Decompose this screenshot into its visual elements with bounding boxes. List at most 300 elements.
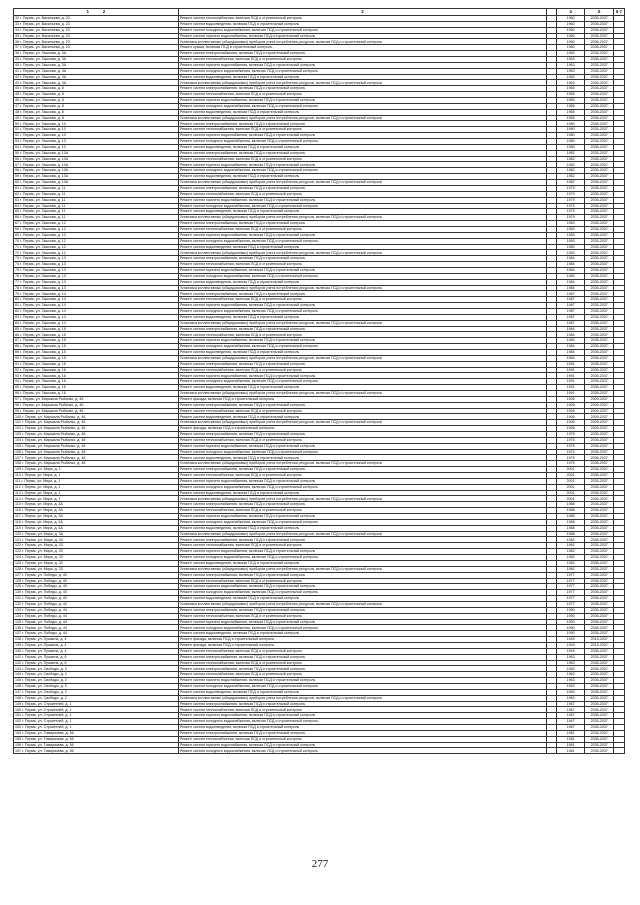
row-number: 67 (15, 221, 19, 226)
row-address-text: г. Пермь, ул. Свободы, д. 2 (22, 684, 67, 689)
row-work-type: Ремонт систем теплоснабжения, включая ПСД и строительный контроль (178, 508, 546, 514)
row-number: 38 (15, 51, 19, 56)
row-year: 1980 (556, 127, 585, 133)
row-work-type: Ремонт систем электроснабжения, включая ПСД и строительный контроль (178, 502, 546, 508)
row-work-type: Ремонт систем электроснабжения, включая ПСД и строительный контроль (178, 701, 546, 707)
row-year: 1977 (556, 572, 585, 578)
row-address-text: г. Пермь, ул. Маршала Рыбалко, д. 48 (22, 432, 86, 437)
row-period: 2035-2037 (585, 232, 614, 238)
row-work-type: Ремонт систем электроснабжения, включая ПСД и строительный контроль (178, 86, 546, 92)
row-work-type: Ремонт систем электроснабжения, включая ПСД и строительный контроль (178, 402, 546, 408)
header-col-4: 4 (556, 9, 585, 16)
row-work-type: Ремонт систем горячего водоснабжения, включая ПСД и строительный контроль (178, 338, 546, 344)
row-address-text: г. Пермь, ул. Маршала Рыбалко, д. 46 (22, 426, 86, 431)
row-number: 42 (15, 74, 19, 79)
row-year: 1988 (556, 502, 585, 508)
row-period: 2035-2037 (585, 45, 614, 51)
row-number: 36 (15, 39, 19, 44)
row-number: 37 (15, 45, 19, 50)
row-period: 2035-2037 (585, 185, 614, 191)
row-number: 112 (15, 484, 21, 489)
row-year: 1990 (556, 607, 585, 613)
row-work-type: Установка коллективных (общедомовых) приборов учета потребления ресурсов, включая ПСД и строительный контроль (178, 566, 546, 572)
row-address-text: г. Пермь, ул. Маршала Рыбалко, д. 46 (22, 420, 86, 425)
row-address-text: г. Пермь, ул. Гашкова, д. 15 (20, 332, 66, 337)
row-year: 1983 (556, 250, 585, 256)
row-work-type: Ремонт систем теплоснабжения, включая ПСД и строительный контроль (178, 736, 546, 742)
row-year: 1982 (556, 150, 585, 156)
row-work-type: Ремонт систем теплоснабжения, включая ПСД и строительный контроль (178, 408, 546, 414)
row-period: 2035-2037 (585, 115, 614, 121)
row-year: 1991 (556, 391, 585, 397)
row-number: 58 (15, 168, 19, 173)
row-work-type: Ремонт систем электроснабжения, включая ПСД и строительный контроль (178, 121, 546, 127)
row-number: 56 (15, 156, 19, 161)
row-period: 2035-2037 (585, 127, 614, 133)
row-year: 1988 (556, 514, 585, 520)
row-year: 1965 (556, 109, 585, 115)
row-year: 1982 (556, 180, 585, 186)
row-year: 1963 (556, 654, 585, 660)
row-period: 2035-2037 (585, 531, 614, 537)
row-work-type: Ремонт фасада, включая ПСД и строительный контроль (178, 637, 546, 643)
row-work-type: Ремонт систем холодного водоснабжения, включая ПСД и строительный контроль (178, 484, 546, 490)
row-work-type: Ремонт систем водоотведения, включая ПСД и строительный контроль (178, 560, 546, 566)
row-address-text: г. Пермь, ул. Гашкова, д. 8 (20, 86, 64, 91)
row-work-type: Ремонт систем электроснабжения, включая ПСД и строительный контроль (178, 572, 546, 578)
row-year: 1960 (556, 45, 585, 51)
row-period: 2035-2037 (585, 730, 614, 736)
row-number: 111 (15, 479, 21, 484)
row-work-type: Ремонт систем теплоснабжения, включая ПСД и строительный контроль (178, 57, 546, 63)
row-work-type: Ремонт фасада, включая ПСД и строительный контроль (178, 426, 546, 432)
row-work-type: Ремонт систем горячего водоснабжения, включая ПСД и строительный контроль (178, 303, 546, 309)
row-work-type: Ремонт систем теплоснабжения, включая ПСД и строительный контроль (178, 16, 546, 22)
row-year: 1979 (556, 203, 585, 209)
row-number: 149 (15, 701, 21, 706)
row-period: 2035-2037 (585, 109, 614, 115)
row-year: 1984 (556, 332, 585, 338)
row-year: 1967 (556, 724, 585, 730)
table-header (14, 9, 625, 16)
row-number: 54 (15, 145, 19, 150)
row-work-type: Установка коллективных (общедомовых) приборов учета потребления ресурсов, включая ПСД и строительный контроль (178, 695, 546, 701)
row-period: 2035-2037 (585, 461, 614, 467)
row-work-type: Ремонт систем электроснабжения, включая ПСД и строительный контроль (178, 221, 546, 227)
row-period: 2035-2037 (585, 508, 614, 514)
row-year: 1983 (556, 226, 585, 232)
row-number: 51 (15, 127, 19, 132)
row-number: 41 (15, 68, 19, 73)
row-address-text: г. Пермь, ул. Гашкова, д. 16 (20, 385, 66, 390)
row-number: 32 (15, 16, 19, 21)
row-address-text: г. Пермь, ул. Гашкова, д. 10А (20, 168, 69, 173)
row-year: 2001 (556, 490, 585, 496)
row-year: 1981 (556, 748, 585, 754)
row-number: 40 (15, 63, 19, 67)
row-address-text: г. Пермь, ул. Мира, д. 3А (21, 514, 63, 519)
row-period: 2035-2037 (585, 314, 614, 320)
row-work-type: Ремонт систем водоотведения, включая ПСД и строительный контроль (178, 689, 546, 695)
row-address-text: г. Пермь, ул. Гашкова, д. 12 (20, 232, 66, 237)
row-work-type: Ремонт систем горячего водоснабжения, включая ПСД и строительный контроль (178, 197, 546, 203)
row-period: 2009-2037 (585, 408, 614, 414)
row-number: 152 (15, 719, 21, 724)
row-period: 2009-2037 (585, 426, 614, 432)
row-work-type: Ремонт систем теплоснабжения, включая ПСД и строительный контроль (178, 578, 546, 584)
row-period: 2035-2037 (585, 654, 614, 660)
row-year: 1963 (556, 660, 585, 666)
row-address-text: г. Пермь, ул. Победы, д. 40 (22, 596, 67, 601)
row-year: 1982 (556, 560, 585, 566)
row-year: 1967 (556, 707, 585, 713)
row-address-text: г. Пермь, ул. Гашкова, д. 12 (20, 221, 66, 226)
row-number: 136 (15, 625, 21, 630)
row-period: 2035-2037 (585, 713, 614, 719)
row-work-type: Ремонт систем водоотведения, включая ПСД и строительный контроль (178, 144, 546, 150)
row-period: 2035-2037 (585, 285, 614, 291)
row-year: 1982 (556, 537, 585, 543)
row-year: 1960 (556, 16, 585, 22)
row-period: 2035-2037 (585, 695, 614, 701)
row-period: 2035-2037 (585, 590, 614, 596)
row-number: 50 (15, 121, 19, 126)
row-year: 1949 (556, 637, 585, 643)
row-year: 1984 (556, 256, 585, 262)
row-period: 2015-2037 (585, 642, 614, 648)
row-period: 2035-2037 (585, 209, 614, 215)
row-period: 2035-2037 (585, 355, 614, 361)
row-number: 113 (15, 490, 21, 495)
row-period: 2009-2037 (585, 414, 614, 420)
row-address-text: г. Пермь, ул. Мира, д. 3А (21, 520, 63, 525)
row-number: 109 (15, 467, 21, 472)
header-col-empty (546, 9, 556, 16)
row-work-type: Установка коллективных (общедомовых) приборов учета потребления ресурсов, включая ПСД и строительный контроль (178, 320, 546, 326)
row-work-type: Ремонт систем теплоснабжения, включая ПСД и строительный контроль (178, 297, 546, 303)
row-work-type: Ремонт систем теплоснабжения, включая ПСД и строительный контроль (178, 660, 546, 666)
row-address-text: г. Пермь, ул. Гашкова, д. 11 (20, 197, 66, 202)
row-address-text: г. Пермь, ул. Гашкова, д. 12 (20, 238, 66, 243)
row-number: 65 (15, 209, 19, 214)
row-address-text: г. Пермь, ул. Мира, д. 3А (22, 531, 64, 536)
row-work-type: Ремонт систем холодного водоснабжения, включая ПСД и строительный контроль (178, 748, 546, 754)
row-address-text: г. Пермь, ул. Мира, д. 33 (22, 555, 63, 560)
row-year: 1987 (556, 291, 585, 297)
row-period: 2035-2037 (585, 455, 614, 461)
row-period: 2035-2037 (585, 478, 614, 484)
row-period: 2035-2037 (585, 262, 614, 268)
row-number: 45 (15, 92, 19, 97)
row-period: 2035-2037 (585, 303, 614, 309)
row-number: 137 (15, 631, 21, 636)
row-number: 133 (15, 607, 21, 612)
row-year: 1991 (556, 385, 585, 391)
row-number: 115 (15, 502, 21, 507)
row-work-type: Ремонт систем водоотведения, включая ПСД и строительный контроль (178, 455, 546, 461)
row-year: 1960 (556, 21, 585, 27)
row-year: 1982 (556, 174, 585, 180)
row-number: 34 (15, 27, 19, 32)
row-work-type: Ремонт систем электроснабжения, включая ПСД и строительный контроль (178, 185, 546, 191)
row-address-text: г. Пермь, ул. Гашкова, д. 10 (20, 121, 66, 126)
row-year: 1982 (556, 543, 585, 549)
row-work-type: Установка коллективных (общедомовых) приборов учета потребления ресурсов, включая ПСД и строительный контроль (178, 391, 546, 397)
row-period: 2035-2037 (585, 21, 614, 27)
row-year: 1906 (556, 402, 585, 408)
row-number: 75 (15, 268, 19, 273)
table-row (14, 748, 625, 754)
row-period: 2035-2037 (585, 250, 614, 256)
row-work-type: Ремонт систем горячего водоснабжения, включая ПСД и строительный контроль (178, 373, 546, 379)
row-work-type: Ремонт систем водоотведения, включая ПСД и строительный контроль (178, 596, 546, 602)
row-work-type: Ремонт фасада, включая ПСД и строительный контроль (178, 642, 546, 648)
row-period: 2035-2037 (585, 437, 614, 443)
row-address-text: г. Пермь, ул. Пушкина, д. 4 (22, 648, 67, 653)
row-work-type: Ремонт систем электроснабжения, включая ПСД и строительный контроль (178, 467, 546, 473)
row-period: 2035-2037 (585, 391, 614, 397)
row-year: 1963 (556, 62, 585, 68)
row-year: 1963 (556, 695, 585, 701)
row-work-type: Ремонт фасада, включая ПСД и строительный контроль (178, 396, 546, 402)
row-work-type: Ремонт систем холодного водоснабжения, включая ПСД и строительный контроль (178, 203, 546, 209)
row-work-type: Ремонт систем электроснабжения, включая ПСД и строительный контроль (178, 256, 546, 262)
row-address-text: г. Пермь, ул. Гашкова, д. 3А (20, 68, 67, 73)
row-year: 1906 (556, 420, 585, 426)
row-number: 84 (15, 320, 19, 325)
row-period: 2035-2037 (585, 80, 614, 86)
row-address-text: г. Пермь, ул. Победы, д. 40 (22, 590, 67, 595)
row-period: 2035-2037 (585, 484, 614, 490)
row-address-text: г. Пермь, ул. Маршала Рыбалко, д. 48 (22, 443, 86, 448)
row-number: 91 (15, 361, 19, 366)
row-period: 2035-2037 (585, 297, 614, 303)
row-address-text: г. Пермь, ул. Гашкова, д. 8 (20, 92, 64, 97)
row-address-text: г. Пермь, ул. Гашкова, д. 12 (20, 250, 66, 255)
row-period: 2009-2037 (585, 396, 614, 402)
row-address-text: г. Пермь, ул. Маршала Рыбалко, д. 48 (22, 461, 86, 466)
row-period: 2035-2037 (585, 226, 614, 232)
row-address-text: г. Пермь, ул. Гашкова, д. 16 (20, 391, 66, 396)
row-period: 2035-2037 (585, 467, 614, 473)
row-number: 47 (15, 104, 19, 109)
row-address-text: г. Пермь, ул. Пушкина, д. 6 (22, 654, 67, 659)
row-work-type: Ремонт систем горячего водоснабжения, включая ПСД и строительный контроль (178, 267, 546, 273)
row-address-text: г. Пермь, ул. Гашкова, д. 3А (20, 80, 67, 85)
row-work-type: Ремонт систем горячего водоснабжения, включая ПСД и строительный контроль (178, 133, 546, 139)
row-year: 1984 (556, 326, 585, 332)
row-period: 2035-2037 (585, 150, 614, 156)
row-number: 125 (15, 561, 21, 566)
row-address-text: г. Пермь, ул. Гашкова, д. 12 (20, 227, 66, 232)
row-number: 83 (15, 314, 19, 319)
row-period: 2035-2037 (585, 203, 614, 209)
row-number: 81 (15, 303, 19, 308)
row-year: 2001 (556, 473, 585, 479)
row-year: 1990 (556, 625, 585, 631)
row-year: 1967 (556, 701, 585, 707)
row-number: 33 (15, 21, 19, 26)
header-col-6: 6 (616, 8, 619, 14)
row-number: 89 (15, 350, 19, 355)
row-address-text: г. Пермь, ул. Маршала Рыбалко, д. 46 (22, 414, 86, 419)
row-year: 1982 (556, 555, 585, 561)
row-number: 46 (15, 98, 19, 103)
row-work-type: Ремонт систем холодного водоснабжения, включая ПСД и строительный контроль (178, 519, 546, 525)
row-period: 2035-2037 (585, 197, 614, 203)
row-address-text: г. Пермь, ул. Мира, д. 1 (21, 484, 61, 489)
row-year: 1977 (556, 584, 585, 590)
row-number: 105 (15, 443, 21, 448)
row-period: 2035-2037 (585, 689, 614, 695)
row-work-type: Установка коллективных (общедомовых) приборов учета потребления ресурсов, включая ПСД и строительный контроль (178, 250, 546, 256)
row-address-text: г. Пермь, ул. Гашкова, д. 15 (20, 350, 66, 355)
row-number: 146 (15, 684, 21, 689)
row-year: 1949 (556, 642, 585, 648)
row-work-type: Ремонт систем холодного водоснабжения, включая ПСД и строительный контроль (178, 379, 546, 385)
row-year: 1981 (556, 730, 585, 736)
row-year: 1984 (556, 344, 585, 350)
row-year: 1975 (556, 437, 585, 443)
row-number: 96 (15, 391, 19, 396)
row-address-text: г. Пермь, ул. Васильева, д. 23 (20, 45, 70, 50)
row-period: 2035-2037 (585, 68, 614, 74)
row-address-text: г. Пермь, ул. Мира, д. 1 (22, 467, 61, 472)
row-number: 93 (15, 373, 19, 378)
row-period: 2035-2037 (585, 51, 614, 57)
row-year: 1991 (556, 373, 585, 379)
row-address-text: г. Пермь, ул. Маршала Рыбалко, д. 48 (22, 449, 86, 454)
row-year: 1965 (556, 115, 585, 121)
row-number: 97 (15, 396, 19, 401)
row-address-text: г. Пермь, ул. Васильева, д. 23 (20, 33, 70, 38)
row-period: 2035-2037 (585, 39, 614, 45)
row-period: 2035-2037 (585, 33, 614, 39)
row-address-text: г. Пермь, ул. Гашкова, д. 8 (20, 104, 64, 109)
row-work-type: Ремонт систем водоотведения, включая ПСД и строительный контроль (178, 631, 546, 637)
row-period: 2035-2037 (585, 432, 614, 438)
row-address-text: г. Пермь, ул. Мира, д. 33 (22, 537, 63, 542)
row-period: 2035-2037 (585, 139, 614, 145)
row-year: 1979 (556, 215, 585, 221)
row-year: 1987 (556, 320, 585, 326)
row-work-type: Ремонт систем водоотведения, включая ПСД и строительный контроль (178, 74, 546, 80)
row-work-type: Установка коллективных (общедомовых) приборов учета потребления ресурсов, включая ПСД и строительный контроль (178, 285, 546, 291)
row-work-type: Ремонт систем теплоснабжения, включая ПСД и строительный контроль (178, 648, 546, 654)
row-year: 1984 (556, 338, 585, 344)
row-year: 1963 (556, 80, 585, 86)
row-period: 2035-2037 (585, 349, 614, 355)
row-address-text: г. Пермь, ул. Гашкова, д. 10А (20, 156, 69, 161)
row-work-type: Ремонт систем холодного водоснабжения, включая ПСД и строительный контроль (178, 68, 546, 74)
row-period: 2035-2037 (585, 566, 614, 572)
row-year: 1960 (556, 39, 585, 45)
header-col-6-7 (613, 9, 624, 16)
row-address-text: г. Пермь, ул. Тимирязева, д. 56 (22, 730, 74, 735)
row-period: 2035-2037 (585, 555, 614, 561)
row-address-text: г. Пермь, ул. Гашкова, д. 10 (20, 139, 66, 144)
row-period: 2035-2037 (585, 267, 614, 273)
row-period: 2035-2037 (585, 121, 614, 127)
row-period: 2035-2037 (585, 156, 614, 162)
row-address-text: г. Пермь, ул. Строителей, д. 1 (22, 719, 72, 724)
row-address-text: г. Пермь, ул. Васильева, д. 23 (20, 16, 70, 21)
row-number: 64 (15, 203, 19, 208)
row-work-type: Ремонт систем водоотведения, включая ПСД и строительный контроль (178, 244, 546, 250)
row-year: 1975 (556, 449, 585, 455)
row-year: 1963 (556, 689, 585, 695)
row-number: 55 (15, 150, 19, 155)
row-number: 68 (15, 227, 19, 232)
row-work-type: Ремонт систем электроснабжения, включая ПСД и строительный контроль (178, 654, 546, 660)
row-period: 2035-2037 (585, 221, 614, 227)
row-year: 1984 (556, 279, 585, 285)
row-year: 1984 (556, 349, 585, 355)
row-address-text: г. Пермь, ул. Васильева, д. 23 (20, 27, 70, 32)
row-address-text: г. Пермь, ул. Пушкина, д. 6 (22, 660, 67, 665)
row-work-type: Ремонт систем электроснабжения, включая ПСД и строительный контроль (178, 666, 546, 672)
row-period: 2015-2037 (585, 637, 614, 643)
row-work-type: Ремонт систем электроснабжения, включая ПСД и строительный контроль (178, 361, 546, 367)
row-number: 151 (15, 713, 21, 718)
row-year: 1977 (556, 601, 585, 607)
row-work-type: Ремонт систем водоотведения, включая ПСД и строительный контроль (178, 279, 546, 285)
row-year: 1980 (556, 139, 585, 145)
row-period: 2035-2037 (585, 660, 614, 666)
row-number: 140 (15, 648, 21, 653)
row-period: 2009-2037 (585, 402, 614, 408)
row-address-text: г. Пермь, ул. Свободы, д. 2 (22, 689, 67, 694)
row-address-text: г. Пермь, ул. Васильева, д. 23 (20, 39, 70, 44)
row-number: 153 (15, 725, 21, 730)
row-number: 98 (15, 402, 19, 407)
row-address-text: г. Пермь, ул. Гашкова, д. 15 (20, 344, 66, 349)
row-address-text: г. Пермь, ул. Победы, д. 40 (22, 584, 67, 589)
row-period: 2035-2037 (585, 525, 614, 531)
row-period: 2035-2037 (585, 180, 614, 186)
row-period: 2035-2037 (585, 215, 614, 221)
row-address-text: г. Пермь, ул. Гашкова, д. 14 (20, 303, 66, 308)
row-period: 2035-2037 (585, 601, 614, 607)
row-number: 76 (15, 273, 19, 278)
row-period: 2035-2037 (585, 379, 614, 385)
row-number: 39 (15, 57, 19, 62)
row-year: 1963 (556, 74, 585, 80)
row-work-type: Ремонт систем холодного водоснабжения, включая ПСД и строительный контроль (178, 719, 546, 725)
row-year: 1979 (556, 185, 585, 191)
row-work-type: Ремонт систем холодного водоснабжения, включая ПСД и строительный контроль (178, 590, 546, 596)
row-number: 118 (15, 520, 21, 525)
row-period: 2035-2037 (585, 74, 614, 80)
row-address-text: г. Пермь, ул. Маршала Рыбалко, д. 46 (20, 408, 84, 413)
row-number: 60 (15, 180, 19, 185)
row-year: 1983 (556, 221, 585, 227)
row-work-type: Ремонт систем горячего водоснабжения, включая ПСД и строительный контроль (178, 162, 546, 168)
row-number: 71 (15, 244, 19, 249)
row-number: 120 (15, 531, 21, 536)
row-address-text: г. Пермь, ул. Гашкова, д. 15 (20, 326, 66, 331)
row-year: 1980 (556, 133, 585, 139)
row-year: 1980 (556, 121, 585, 127)
row-number: 124 (15, 555, 21, 560)
row-number: 94 (15, 379, 19, 384)
row-address-text: г. Пермь, ул. Мира, д. 3А (21, 508, 63, 513)
header-col-2: 2 (102, 8, 106, 14)
row-number: 59 (15, 174, 19, 179)
row-address-text: г. Пермь, ул. Победы, д. 40 (22, 578, 67, 583)
row-work-type: Ремонт крыши, включая ПСД и строительный контроль (178, 45, 546, 51)
row-address-text: г. Пермь, ул. Тимирязева, д. 56 (22, 742, 74, 747)
